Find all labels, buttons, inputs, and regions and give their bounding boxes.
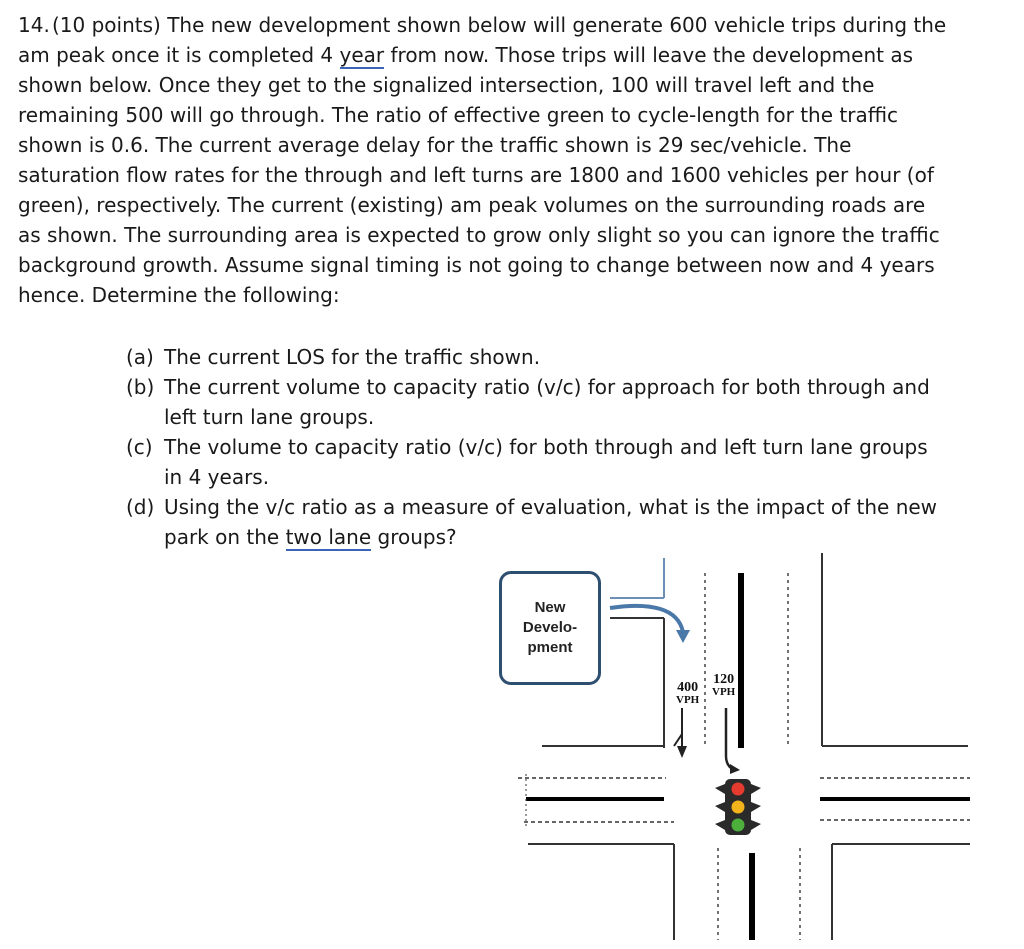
through-volume-unit: VPH: [676, 694, 700, 706]
sub-questions: [126, 342, 946, 552]
underlined-two-lane: two lane: [285, 525, 372, 549]
question-d: [126, 492, 946, 552]
question-c: [126, 432, 946, 492]
left-turn-arrow-path: [726, 708, 734, 770]
through-arrow-head: [677, 746, 687, 758]
question-text-part2: groups?: [371, 525, 457, 549]
left-turn-arrow-head: [730, 764, 740, 774]
development-label-line-1: New: [534, 599, 566, 616]
left-volume-label: [712, 674, 735, 698]
signal-green-light: [732, 819, 745, 832]
signal-yellow-light: [732, 801, 745, 814]
question-text: [164, 495, 937, 551]
question-text: The current LOS for the traffic shown.: [164, 345, 541, 369]
problem-text-part1: (10 points) The new development shown below will generate 600 vehicle trips during the am peak once it is completed 4: [18, 13, 947, 67]
development-label-line-3: pment: [527, 639, 573, 656]
question-a: [126, 342, 946, 372]
problem-text-part2: from now. Those trips will leave the development as shown below. Once they get to the signalized intersection, 100 will travel left and the remaining 500 will go through. The ratio of effective green to cycle-length for the traffic shown is 0.6. The current average delay for the traffic shown is 29 sec/vehicle. The saturation flow rates for the through and left turns are 1800 and 1600 vehicles per hour (of green), respectively. The current (existing) am peak volumes on the surrounding roads are as shown. The surrounding area is expected to grow only slight so you can ignore the traffic background growth. Assume signal timing is not going to change between now and 4 years hence. Determine the following:: [18, 43, 940, 307]
question-label: (d): [126, 495, 155, 519]
question-text: The current volume to capacity ratio (v/c) for approach for both through and left turn lane groups.: [164, 375, 930, 429]
signal-red-light: [732, 783, 745, 796]
question-text-part1: Using the v/c ratio as a measure of evaluation, what is the impact of the new park on the: [164, 495, 938, 549]
through-volume-label: [676, 682, 699, 706]
development-label-line-2: Develo-: [522, 619, 578, 636]
exit-arrow-head: [676, 630, 690, 643]
problem-statement: [18, 10, 948, 310]
question-text: The volume to capacity ratio (v/c) for both through and left turn lane groups in 4 years.: [164, 435, 928, 489]
question-label: (b): [126, 375, 155, 399]
intersection-diagram: [490, 548, 980, 943]
through-volume-value: 400: [677, 680, 699, 695]
underlined-word-year: year: [339, 43, 385, 67]
problem-number: 14.: [18, 13, 50, 37]
problem-text: [18, 13, 946, 307]
question-b: [126, 372, 946, 432]
question-label: (a): [126, 345, 154, 369]
new-development-box: [499, 571, 601, 685]
left-volume-unit: VPH: [712, 686, 736, 698]
left-volume-value: 120: [713, 672, 735, 687]
through-arrow-tick: [674, 734, 682, 746]
question-label: (c): [126, 435, 153, 459]
traffic-signal-icon: [715, 779, 761, 835]
